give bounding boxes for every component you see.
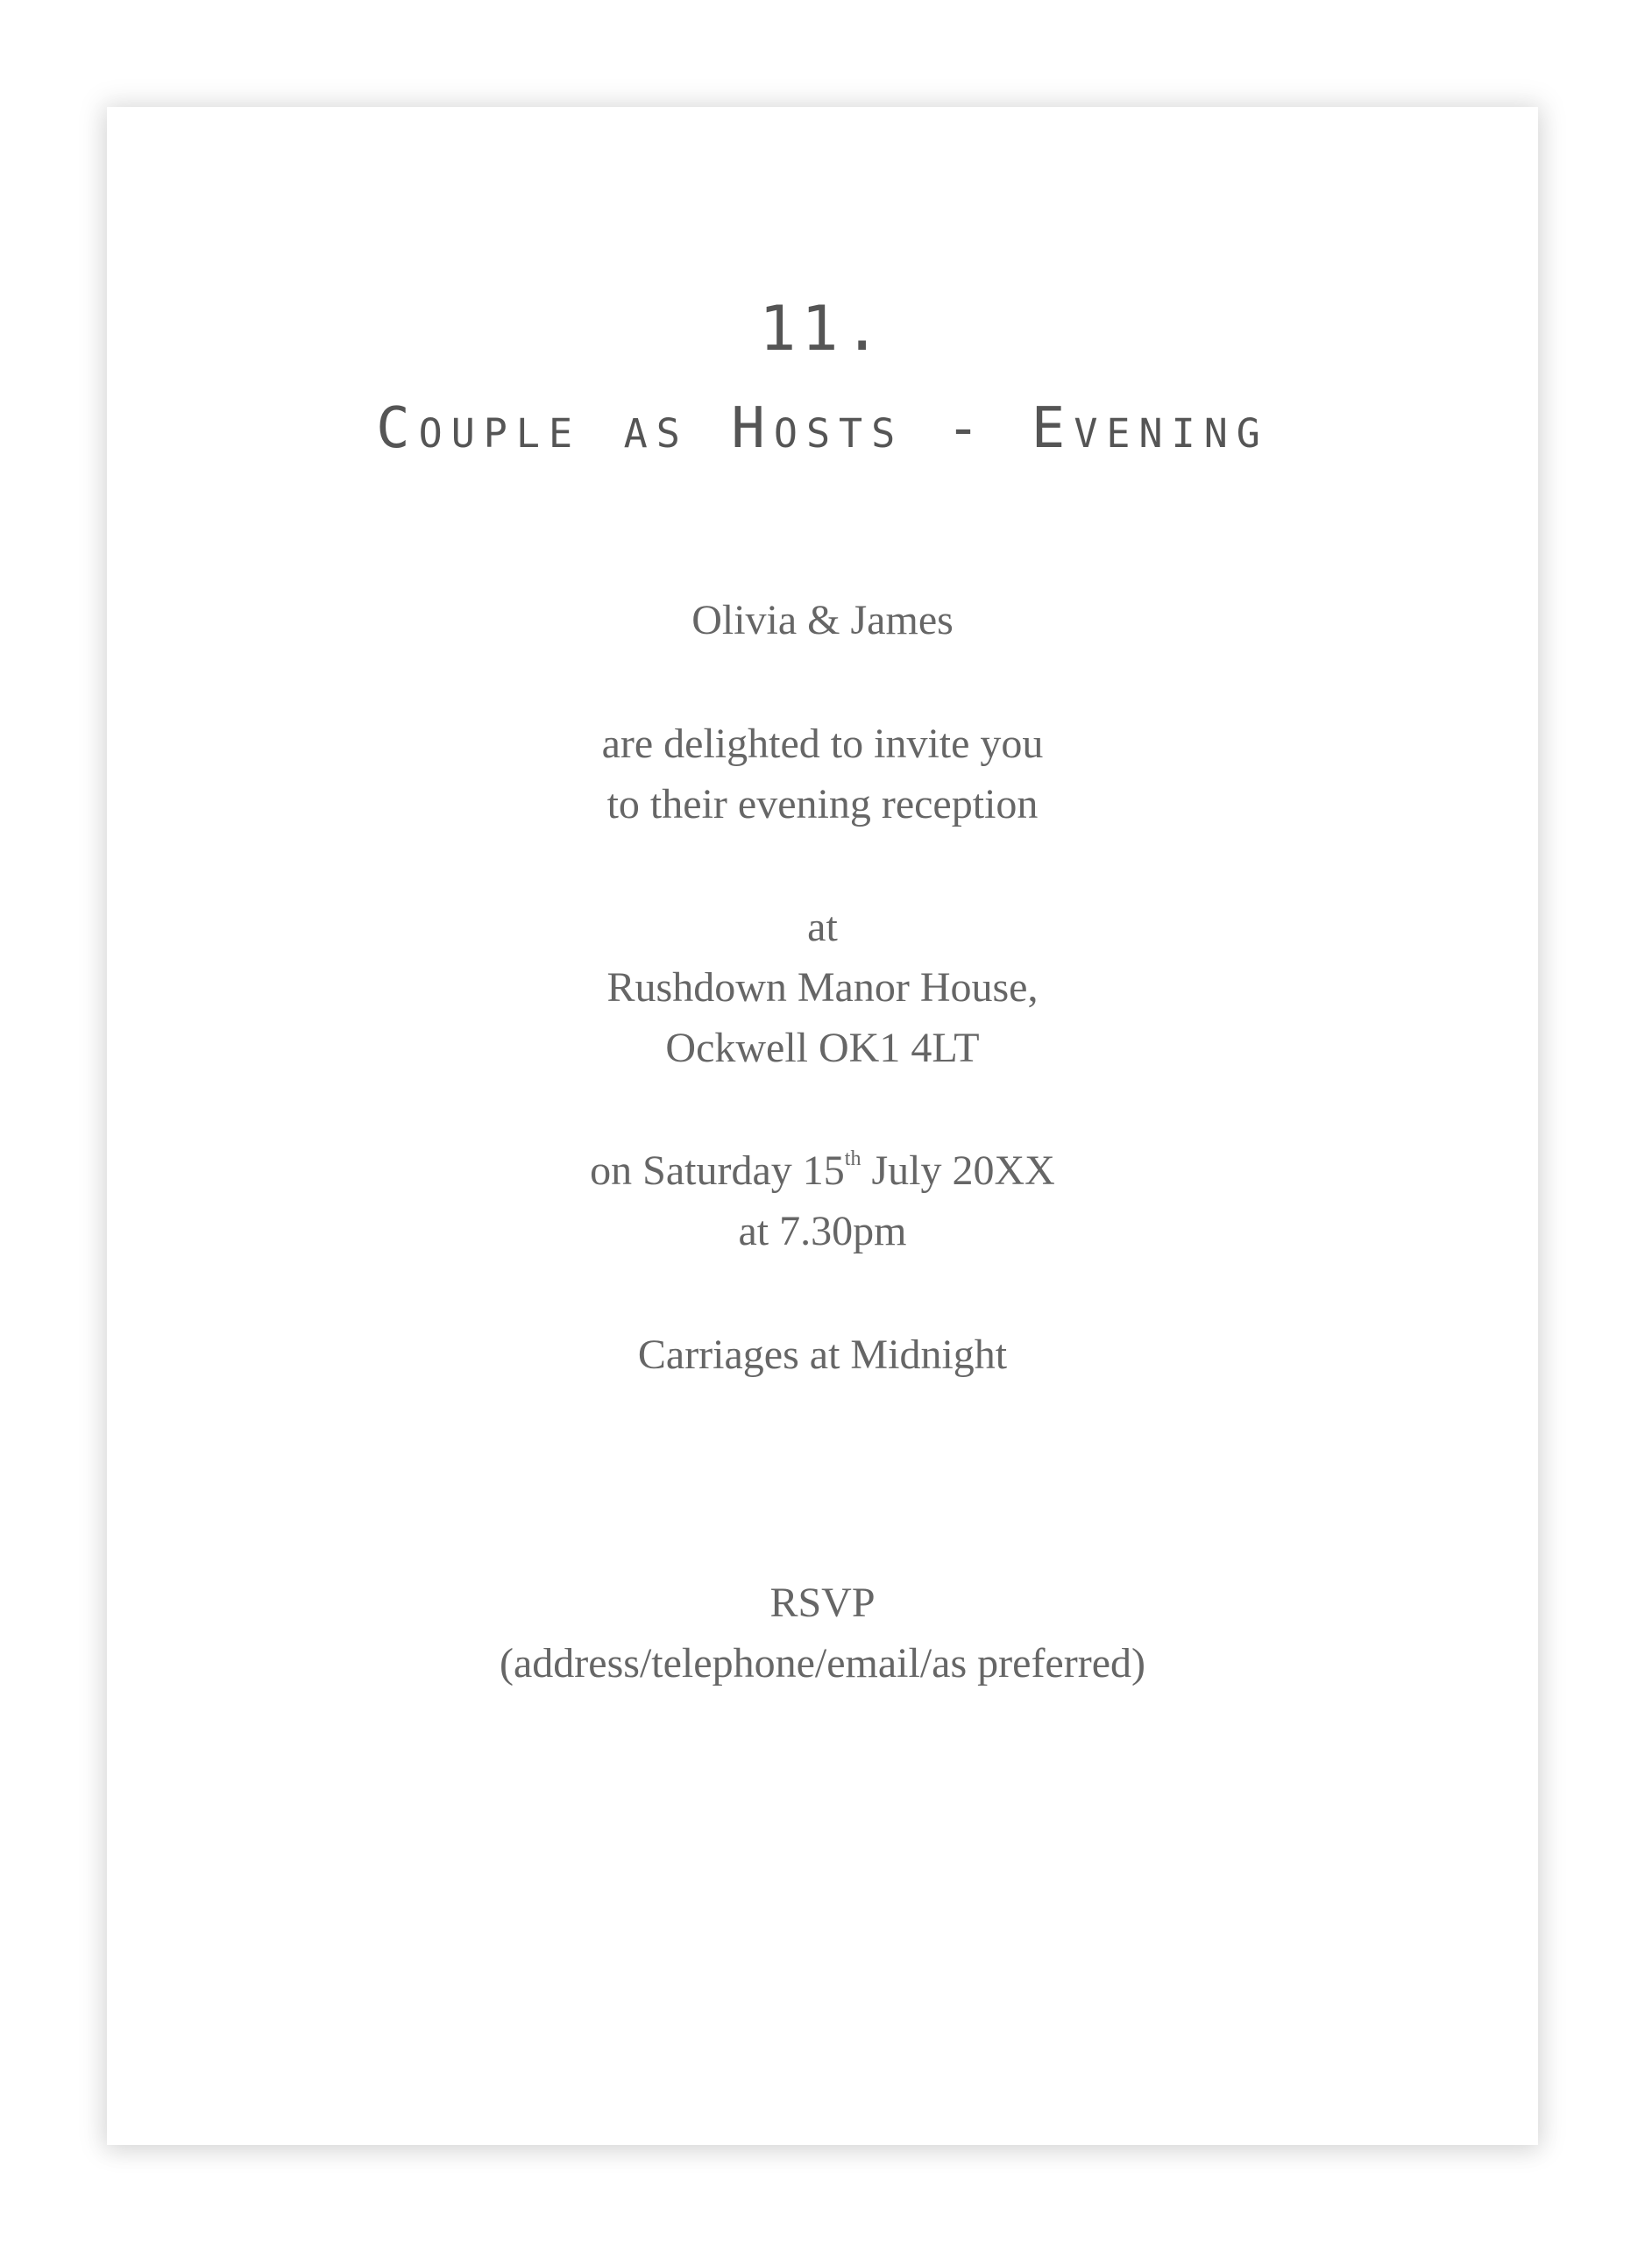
- event-time: at 7.30pm: [738, 1208, 907, 1254]
- host-names: Olivia & James: [691, 597, 954, 643]
- template-title: Couple as Hosts - Evening: [376, 396, 1269, 461]
- template-number: 11.: [759, 293, 886, 365]
- at-label: at: [807, 904, 838, 950]
- invite-line-1: are delighted to invite you: [601, 721, 1044, 767]
- event-date-prefix: on Saturday 15: [590, 1147, 845, 1194]
- rsvp-label: RSVP: [769, 1580, 876, 1626]
- event-date: [107, 1147, 1538, 1194]
- invite-line-2: to their evening reception: [606, 781, 1039, 827]
- rsvp-details: (address/telephone/email/as preferred): [500, 1640, 1145, 1687]
- invitation-card: [107, 107, 1538, 2145]
- carriages-note: Carriages at Midnight: [637, 1331, 1008, 1378]
- event-date-ordinal: th: [844, 1147, 861, 1170]
- venue-address: Ockwell OK1 4LT: [665, 1025, 980, 1071]
- venue-name: Rushdown Manor House,: [606, 964, 1039, 1011]
- event-date-rest: July 20XX: [861, 1147, 1055, 1194]
